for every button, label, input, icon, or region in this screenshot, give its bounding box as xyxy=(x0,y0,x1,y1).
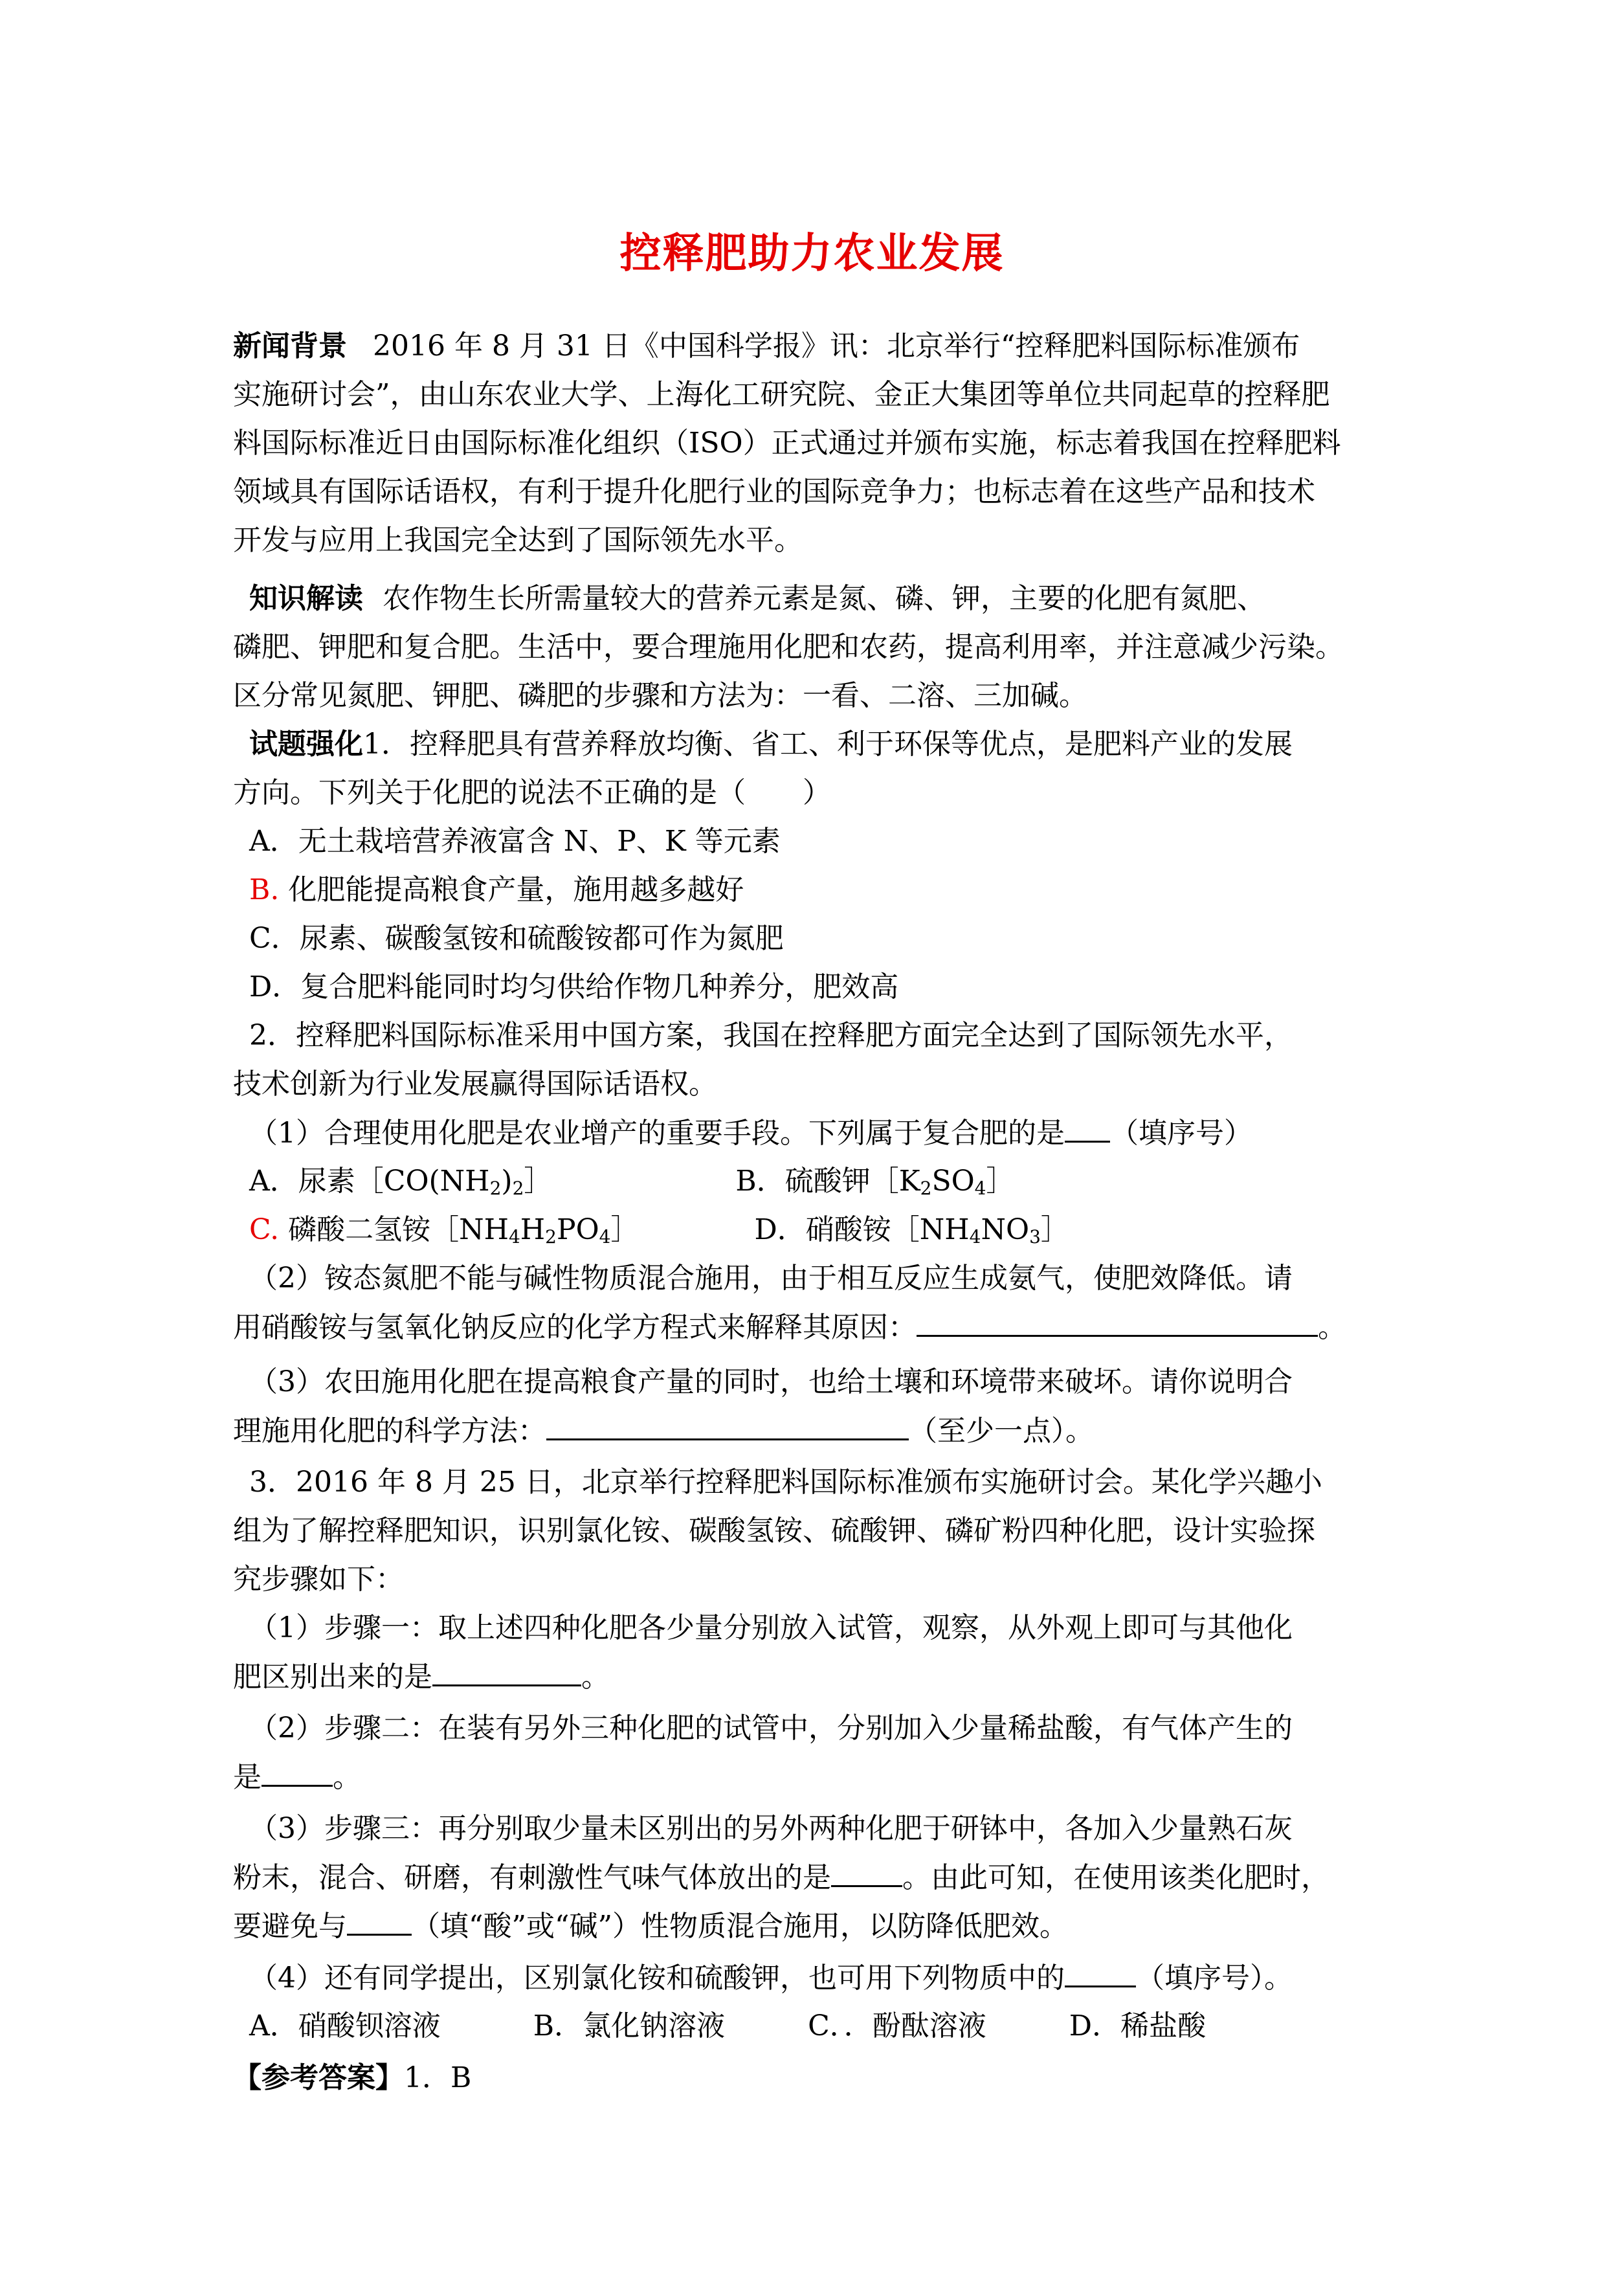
news-line-1: 新闻背景 2016 年 8 月 31 日《中国科学报》讯：北京举行“控释肥料国际标准颁布 xyxy=(233,330,1300,363)
q3-line-1: 3．2016 年 8 月 25 日，北京举行控释肥料国际标准颁布实施研讨会。某化学兴趣小 xyxy=(249,1466,1322,1499)
knowledge-line-1: 知识解读 农作物生长所需量较大的营养元素是氮、磷、钾，主要的化肥有氮肥、 xyxy=(249,582,1265,615)
q3-step2-line-2: 是 。 xyxy=(233,1758,361,1796)
q2-line-2: 技术创新为行业发展赢得国际话语权。 xyxy=(233,1068,717,1101)
answer-blank xyxy=(917,1308,1318,1337)
page-title: 控释肥助力农业发展 xyxy=(619,229,1005,278)
q3-option-b: B．氯化钠溶液 xyxy=(533,2009,726,2042)
answer-highlight: C. xyxy=(249,1213,280,1246)
q2-sub2-line-2: 用硝酸铵与氢氧化钠反应的化学方程式来解释其原因： 。 xyxy=(233,1308,1346,1347)
q3-step3-line-1: （3）步骤三：再分别取少量未区别出的另外两种化肥于研钵中，各加入少量熟石灰 xyxy=(249,1812,1293,1845)
q2-sub3-line-1: （3）农田施用化肥在提高粮食产量的同时，也给土壤和环境带来破坏。请你说明合 xyxy=(249,1365,1293,1398)
answer-blank xyxy=(831,1858,902,1887)
exercise-label: 试题强化 xyxy=(249,728,363,761)
q2-sub3-line-2: 理施用化肥的科学方法： （至少一点）。 xyxy=(233,1411,1094,1450)
knowledge-line-2: 磷肥、钾肥和复合肥。生活中，要合理施用化肥和农药，提高利用率，并注意减少污染。 xyxy=(233,631,1344,664)
answer-line xyxy=(233,2059,471,2097)
q3-option-d: D．稀盐酸 xyxy=(1069,2009,1207,2042)
q2-line-1: 2．控释肥料国际标准采用中国方案，我国在控释肥方面完全达到了国际领先水平， xyxy=(249,1019,1293,1052)
answer-blank xyxy=(432,1657,581,1686)
answer-blank xyxy=(261,1758,333,1787)
knowledge-label: 知识解读 xyxy=(249,582,363,615)
q1-option-c: C．尿素、碳酸氢铵和硫酸铵都可作为氮肥 xyxy=(249,922,784,955)
q3-option-c: C．．酚酞溶液 xyxy=(808,2009,986,2042)
news-line-4: 领域具有国际话语权，有利于提升化肥行业的国际竞争力；也标志着在这些产品和技术 xyxy=(233,475,1315,508)
news-line-2: 实施研讨会”，由山东农业大学、上海化工研究院、金正大集团等单位共同起草的控释肥 xyxy=(233,378,1330,411)
news-line-5: 开发与应用上我国完全达到了国际领先水平。 xyxy=(233,524,803,557)
q3-step2-line-1: （2）步骤二：在装有另外三种化肥的试管中，分别加入少量稀盐酸，有气体产生的 xyxy=(249,1712,1293,1745)
knowledge-line-3: 区分常见氮肥、钾肥、磷肥的步骤和方法为：一看、二溶、三加碱。 xyxy=(233,679,1087,712)
q3-step4: （4）还有同学提出，区别氯化铵和硫酸钾，也可用下列物质中的 （填序号）。 xyxy=(249,1958,1293,1997)
q1-option-b: B. 化肥能提高粮食产量，施用越多越好 xyxy=(249,873,744,906)
q2-sub1: （1）合理使用化肥是农业增产的重要手段。下列属于复合肥的是 （填序号） xyxy=(249,1113,1252,1152)
q2-options-cd: C. 磷酸二氢铵$[NH_4H_2PO_4]$ D．硝酸铵$[NH_4NO_3]$ xyxy=(249,1213,1069,1247)
q3-step3-line-3: 要避免与 （填“酸”或“碱”）性物质混合施用，以防降低肥效。 xyxy=(233,1907,1068,1945)
q3-step1-line-2: 肥区别出来的是 。 xyxy=(233,1657,610,1696)
q3-step1-line-1: （1）步骤一：取上述四种化肥各少量分别放入试管，观察，从外观上即可与其他化 xyxy=(249,1611,1293,1644)
news-label: 新闻背景 xyxy=(233,330,347,363)
q1-option-d: D．复合肥料能同时均匀供给作物几种养分，肥效高 xyxy=(249,970,899,1003)
answer-blank xyxy=(1065,1958,1136,1987)
news-line-3: 料国际标准近日由国际标准化组织（ISO）正式通过并颁布实施，标志着我国在控释肥料 xyxy=(233,427,1341,460)
q3-options xyxy=(249,2007,1206,2046)
answer-blank xyxy=(546,1411,909,1440)
q1-option-a: A．无土栽培营养液富含 N、P、K 等元素 xyxy=(249,825,781,858)
q2-sub2-line-1: （2）铵态氮肥不能与碱性物质混合施用，由于相互反应生成氨气，使肥效降低。请 xyxy=(249,1262,1293,1295)
answer-blank xyxy=(1065,1113,1110,1143)
q3-line-2: 组为了解控释肥知识，识别氯化铵、碳酸氢铵、硫酸钾、磷矿粉四种化肥，设计实验探 xyxy=(233,1514,1315,1547)
q1-line-1: 试题强化1．控释肥具有营养释放均衡、省工、利于环保等优点，是肥料产业的发展 xyxy=(249,728,1293,761)
answer-label: 【参考答案】 xyxy=(233,2061,404,2094)
answer-text: 1．B xyxy=(404,2061,472,2094)
q2-options-ab: A．尿素$[CO(NH_2)_2]$ B．硫酸钾$[K_2SO_4]$ xyxy=(249,1165,1015,1199)
q3-line-3: 究步骤如下： xyxy=(233,1563,404,1596)
q3-option-a: A．硝酸钡溶液 xyxy=(249,2009,441,2042)
q3-step3-line-2: 粉末，混合、研磨，有刺激性气味气体放出的是 。由此可知，在使用该类化肥时， xyxy=(233,1858,1329,1897)
q1-line-2: 方向。下列关于化肥的说法不正确的是（ ） xyxy=(233,776,831,809)
answer-highlight: B. xyxy=(249,873,280,906)
answer-blank xyxy=(347,1907,412,1936)
